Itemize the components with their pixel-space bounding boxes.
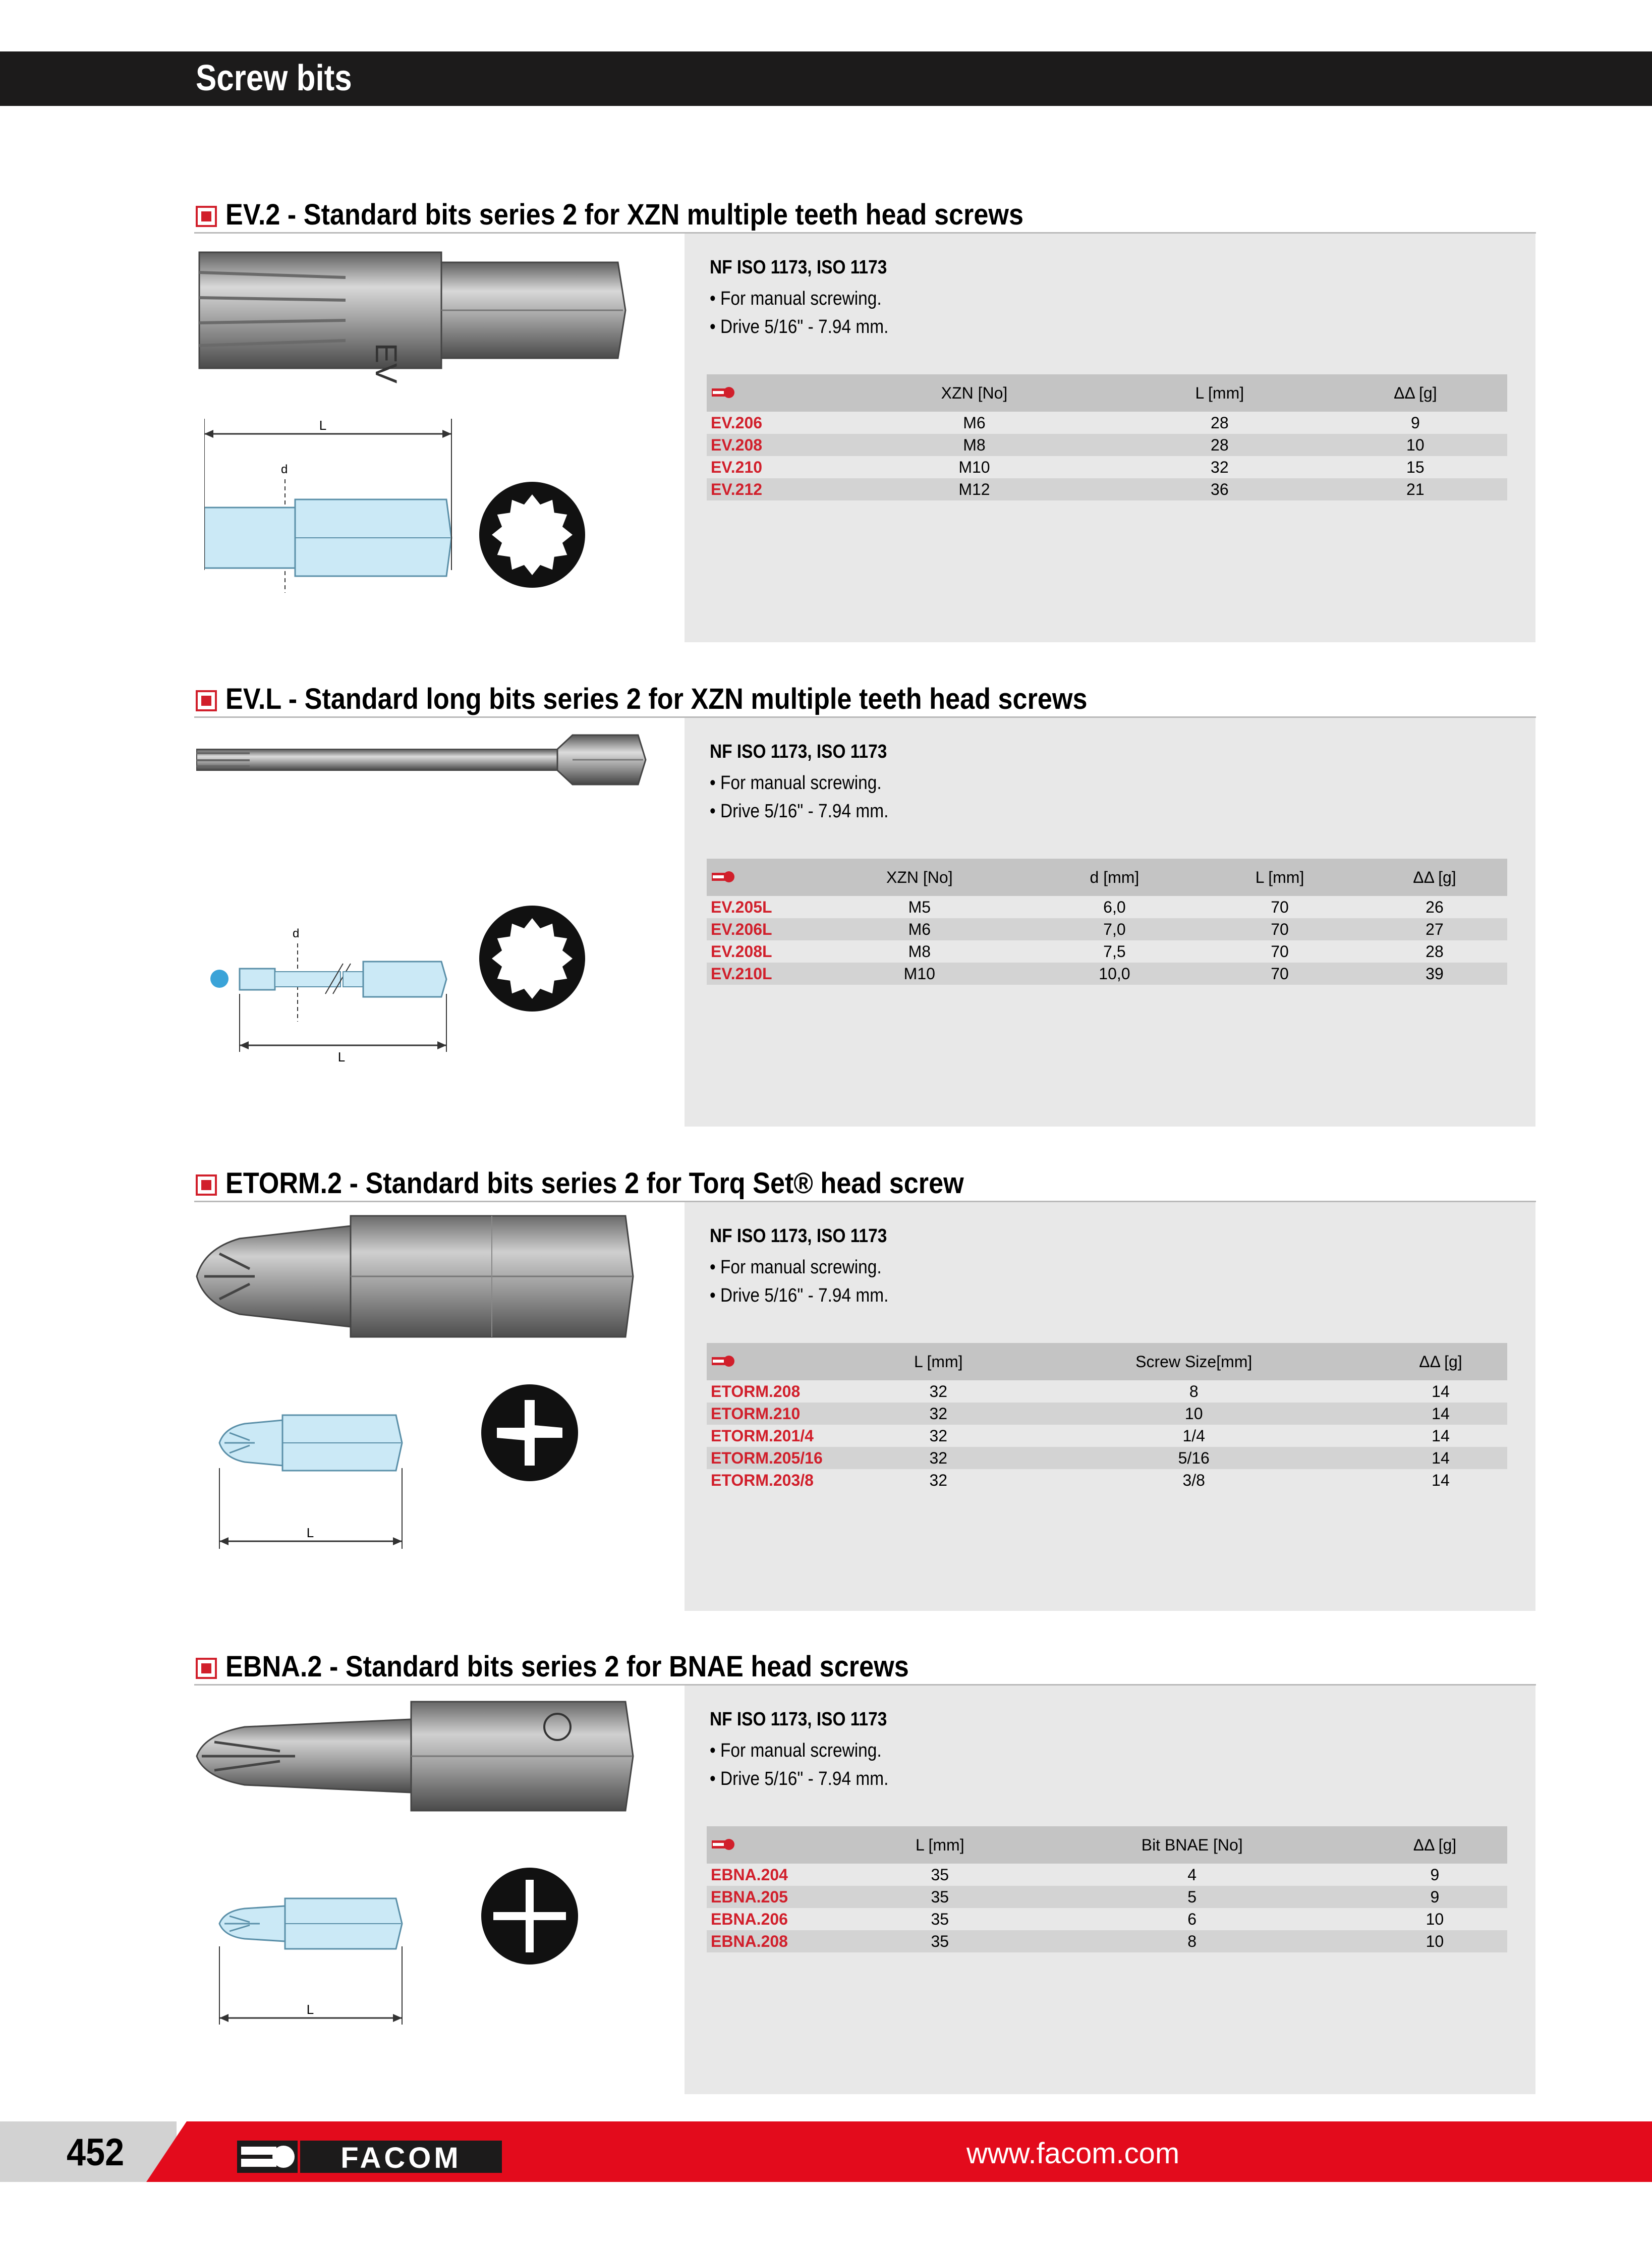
ref-cell: EV.210L xyxy=(707,963,808,985)
weight-icon: ΔΔ [g] xyxy=(1374,1343,1507,1380)
bnae-profile-icon xyxy=(479,1866,580,1967)
weight-icon: ΔΔ [g] xyxy=(1362,859,1507,896)
table-row xyxy=(707,1425,1507,1447)
facom-key-icon xyxy=(707,374,833,412)
table-row xyxy=(707,1380,1507,1403)
cell: 32 xyxy=(929,1426,948,1445)
section-bullet-icon xyxy=(196,206,217,227)
col-header: d [mm] xyxy=(1032,859,1198,896)
brand-wordmark: FACOM xyxy=(340,2142,462,2174)
table-row xyxy=(707,1908,1507,1930)
cell: 14 xyxy=(1374,1447,1507,1469)
cell: 32 xyxy=(929,1471,948,1489)
cell: 15 xyxy=(1406,458,1425,476)
cell: M5 xyxy=(908,898,931,916)
norm-text: NF ISO 1173, ISO 1173 xyxy=(710,257,887,278)
cell: 35 xyxy=(858,1930,1022,1952)
ref-cell: EV.206L xyxy=(707,918,808,940)
cell: 35 xyxy=(931,1910,949,1928)
section-header xyxy=(194,681,1536,718)
cell: 10 xyxy=(1362,1930,1507,1952)
ev2-spec-panel xyxy=(685,234,1535,642)
cell: 28 xyxy=(1116,434,1324,456)
table-row xyxy=(707,1886,1507,1908)
table-row xyxy=(707,434,1507,456)
cell: 9 xyxy=(1362,1886,1507,1908)
cell: 35 xyxy=(931,1865,949,1884)
ref-cell: EV.208 xyxy=(707,434,833,456)
cell: M12 xyxy=(833,478,1116,500)
ev2-spec-table xyxy=(707,374,1507,500)
table-row xyxy=(707,478,1507,500)
cell: 7,5 xyxy=(1103,942,1126,961)
section-title: EV.2 - Standard bits series 2 for XZN multiple teeth head screws xyxy=(225,198,1023,231)
cell: 14 xyxy=(1432,1382,1450,1400)
facom-logo xyxy=(237,2137,509,2177)
page-number: 452 xyxy=(67,2131,125,2174)
cell: 39 xyxy=(1362,963,1507,985)
cell: 32 xyxy=(929,1382,948,1400)
cell: 5 xyxy=(1022,1886,1362,1908)
ref-cell: EV.206 xyxy=(711,413,763,432)
ebna2-bit-photo xyxy=(194,1697,638,1818)
bullet-drive: • Drive 5/16" - 7.94 mm. xyxy=(710,1285,889,1306)
bullet-manual: • For manual screwing. xyxy=(710,288,882,309)
bullet-drive: • Drive 5/16" - 7.94 mm. xyxy=(710,801,889,822)
cell: 14 xyxy=(1374,1403,1507,1425)
cell: 6,0 xyxy=(1103,898,1126,916)
etorm2-spec-panel xyxy=(685,1202,1535,1611)
xzn-profile-icon xyxy=(477,903,588,1014)
page-number-box xyxy=(0,2121,177,2182)
dim-label-d: d xyxy=(293,927,300,940)
ebna2-spec-table xyxy=(707,1826,1507,1952)
table-row xyxy=(707,896,1507,918)
cell: M6 xyxy=(808,918,1032,940)
ref-cell: EBNA.204 xyxy=(711,1865,788,1884)
bullet-manual: • For manual screwing. xyxy=(710,1257,882,1278)
section-title: EBNA.2 - Standard bits series 2 for BNAE head screws xyxy=(225,1650,909,1683)
cell: M6 xyxy=(963,413,986,432)
cell: 10 xyxy=(1426,1910,1444,1928)
cell: M8 xyxy=(833,434,1116,456)
section-header xyxy=(194,1165,1536,1202)
ev2-bit-photo xyxy=(194,242,628,383)
norm-text: NF ISO 1173, ISO 1173 xyxy=(710,1709,887,1730)
section-title: ETORM.2 - Standard bits series 2 for Torq Set® head screw xyxy=(225,1167,964,1200)
table-row xyxy=(707,1447,1507,1469)
table-row xyxy=(707,940,1507,963)
bullet-drive: • Drive 5/16" - 7.94 mm. xyxy=(710,316,889,338)
weight-icon: ΔΔ [g] xyxy=(1324,374,1507,412)
cell: M10 xyxy=(808,963,1032,985)
col-header: XZN [No] xyxy=(833,374,1116,412)
col-header: L [mm] xyxy=(858,1826,1022,1864)
section-header xyxy=(194,197,1536,234)
col-header: Screw Size[mm] xyxy=(1014,1343,1374,1380)
table-row xyxy=(707,456,1507,478)
norm-text: NF ISO 1173, ISO 1173 xyxy=(710,741,887,762)
section-bullet-icon xyxy=(196,1658,217,1679)
dim-label-L: L xyxy=(306,2002,314,2017)
section-bullet-icon xyxy=(196,1174,217,1196)
cell: 10 xyxy=(1014,1403,1374,1425)
table-row xyxy=(707,1469,1507,1491)
col-header: L [mm] xyxy=(863,1343,1014,1380)
cell: 9 xyxy=(1410,413,1420,432)
evl-dimension-drawing xyxy=(209,913,512,1080)
cell: 10,0 xyxy=(1032,963,1198,985)
cell: 4 xyxy=(1187,1865,1197,1884)
facom-key-icon xyxy=(707,1826,858,1864)
cell: M10 xyxy=(958,458,990,476)
ebna2-spec-panel xyxy=(685,1686,1535,2094)
dim-label-L: L xyxy=(337,1049,346,1064)
cell: 14 xyxy=(1432,1471,1450,1489)
table-row xyxy=(707,412,1507,434)
ref-cell: ETORM.201/4 xyxy=(711,1426,814,1445)
dim-label-d: d xyxy=(281,463,288,476)
col-header: Bit BNAE [No] xyxy=(1022,1826,1362,1864)
page-header-bar xyxy=(0,51,1652,106)
cell: 26 xyxy=(1426,898,1444,916)
table-row xyxy=(707,1403,1507,1425)
ref-cell: ETORM.208 xyxy=(711,1382,801,1400)
cell: 6 xyxy=(1187,1910,1197,1928)
weight-icon: ΔΔ [g] xyxy=(1362,1826,1507,1864)
bullet-manual: • For manual screwing. xyxy=(710,1740,882,1761)
cell: 36 xyxy=(1116,478,1324,500)
ref-cell: EBNA.208 xyxy=(707,1930,858,1952)
cell: 70 xyxy=(1271,942,1289,961)
cell: 28 xyxy=(1426,942,1444,961)
cell: 28 xyxy=(1211,413,1229,432)
page-footer xyxy=(0,2121,1652,2182)
ref-cell: EV.210 xyxy=(711,458,763,476)
ref-cell: EBNA.206 xyxy=(711,1910,788,1928)
xzn-profile-icon xyxy=(477,479,588,590)
ref-cell: EV.208L xyxy=(711,942,772,961)
evl-bit-photo xyxy=(194,729,648,795)
cell: 8 xyxy=(1189,1382,1199,1400)
cell: 27 xyxy=(1362,918,1507,940)
cell: 1/4 xyxy=(1182,1426,1205,1445)
facom-key-icon xyxy=(707,859,808,896)
website-link[interactable]: www.facom.com xyxy=(966,2137,1180,2170)
cell: 32 xyxy=(1211,458,1229,476)
dim-label-L: L xyxy=(306,1525,314,1540)
evl-spec-panel xyxy=(685,718,1535,1127)
ref-cell: EV.205L xyxy=(711,898,772,916)
cell: 32 xyxy=(863,1403,1014,1425)
table-row xyxy=(707,1930,1507,1952)
ref-cell: ETORM.203/8 xyxy=(711,1471,814,1489)
table-row xyxy=(707,918,1507,940)
cell: M8 xyxy=(908,942,931,961)
cell: 70 xyxy=(1198,963,1362,985)
bullet-manual: • For manual screwing. xyxy=(710,772,882,794)
col-header: L [mm] xyxy=(1116,374,1324,412)
ev2-dimension-drawing xyxy=(204,419,487,631)
table-row xyxy=(707,963,1507,985)
torq-set-profile-icon xyxy=(479,1382,580,1483)
cell: 9 xyxy=(1430,1865,1440,1884)
ref-cell: ETORM.210 xyxy=(707,1403,863,1425)
cell: 5/16 xyxy=(1014,1447,1374,1469)
cell: 32 xyxy=(863,1447,1014,1469)
col-header: XZN [No] xyxy=(808,859,1032,896)
col-header: L [mm] xyxy=(1198,859,1362,896)
etorm2-dimension-drawing xyxy=(214,1392,467,1579)
dim-label-L: L xyxy=(319,419,327,433)
ref-cell: EBNA.205 xyxy=(707,1886,858,1908)
cell: 3/8 xyxy=(1182,1471,1205,1489)
etorm2-bit-photo xyxy=(194,1213,638,1344)
cell: 21 xyxy=(1324,478,1507,500)
svg-text:EV: EV xyxy=(369,343,403,383)
cell: 70 xyxy=(1198,918,1362,940)
section-bullet-icon xyxy=(196,690,217,711)
section-title: EV.L - Standard long bits series 2 for XZN multiple teeth head screws xyxy=(225,683,1088,715)
cell: 14 xyxy=(1432,1426,1450,1445)
etorm2-spec-table xyxy=(707,1343,1507,1491)
page-title: Screw bits xyxy=(196,58,352,98)
facom-key-icon xyxy=(707,1343,863,1380)
ebna2-dimension-drawing xyxy=(214,1886,467,2052)
norm-text: NF ISO 1173, ISO 1173 xyxy=(710,1225,887,1247)
cell: 10 xyxy=(1324,434,1507,456)
section-header xyxy=(194,1649,1536,1686)
cell: 7,0 xyxy=(1032,918,1198,940)
ref-cell: EV.212 xyxy=(707,478,833,500)
cell: 70 xyxy=(1271,898,1289,916)
ref-cell: ETORM.205/16 xyxy=(707,1447,863,1469)
cell: 8 xyxy=(1022,1930,1362,1952)
evl-spec-table xyxy=(707,859,1507,985)
bullet-drive: • Drive 5/16" - 7.94 mm. xyxy=(710,1768,889,1789)
cell: 35 xyxy=(858,1886,1022,1908)
table-row xyxy=(707,1864,1507,1886)
